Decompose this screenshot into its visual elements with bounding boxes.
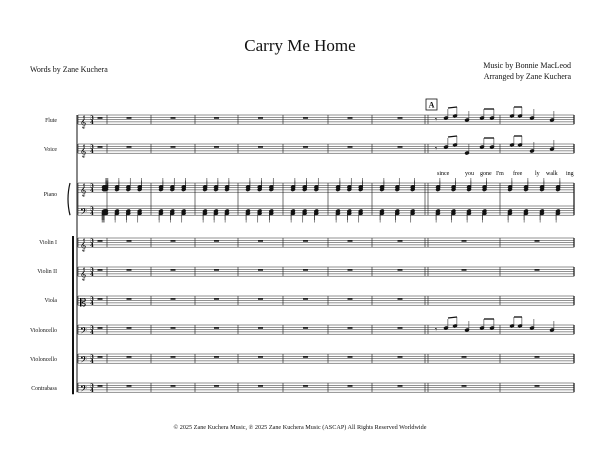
time-signature: 4 xyxy=(90,272,94,279)
whole-rest-icon xyxy=(171,269,176,270)
composer-credit: Music by Bonnie MacLeod xyxy=(483,61,571,70)
whole-rest-icon xyxy=(214,327,219,328)
whole-rest-icon xyxy=(398,356,403,357)
whole-rest-icon xyxy=(348,240,353,241)
copyright-footer: © 2025 Zane Kuchera Music, ℗ 2025 Zane Kuchera Music (ASCAP) All Rights Reserved Worldwide xyxy=(173,424,427,431)
lyrics-line xyxy=(437,170,574,177)
whole-rest-icon xyxy=(214,385,219,386)
time-signature: 3 xyxy=(90,325,94,332)
clef-icon: 𝄞 xyxy=(80,238,87,252)
staff-lines xyxy=(78,115,574,397)
whole-rest-icon xyxy=(462,269,467,270)
instrument-label-violoncello-1: Violoncello xyxy=(29,328,57,334)
whole-rest-icon xyxy=(398,240,403,241)
clef-icon: 𝄞 xyxy=(80,144,87,158)
time-signature: 3 xyxy=(90,115,94,122)
whole-rest-icon xyxy=(535,269,540,270)
lyric-syllable: ly xyxy=(535,171,540,177)
time-signature: 3 xyxy=(90,296,94,303)
time-signature: 3 xyxy=(90,206,94,213)
instrument-label-violoncello-2: Violoncello xyxy=(29,357,57,363)
rehearsal-mark-label: A xyxy=(428,100,435,110)
clef-icon: 𝄡 xyxy=(80,296,87,310)
whole-rest-icon xyxy=(348,356,353,357)
whole-rest-icon xyxy=(98,269,103,270)
whole-rest-icon xyxy=(348,117,353,118)
instrument-label-piano: Piano xyxy=(43,192,57,198)
whole-rest-icon xyxy=(398,146,403,147)
time-signature: 3 xyxy=(90,383,94,390)
whole-rest-icon xyxy=(398,117,403,118)
measure-rests xyxy=(98,117,540,386)
whole-rest-icon xyxy=(214,298,219,299)
note-beam xyxy=(448,317,457,318)
whole-rest-icon xyxy=(303,356,308,357)
whole-rest-icon xyxy=(303,298,308,299)
notes xyxy=(102,107,561,334)
instrument-label-violin-2: Violin II xyxy=(37,269,57,275)
clef-icon: 𝄞 xyxy=(80,115,87,129)
time-signature: 3 xyxy=(90,267,94,274)
lyric-syllable: free xyxy=(513,171,523,177)
lyric-syllable: walk xyxy=(546,171,558,177)
whole-rest-icon xyxy=(348,327,353,328)
whole-rest-icon xyxy=(462,240,467,241)
whole-rest-icon xyxy=(214,356,219,357)
time-signature: 4 xyxy=(90,120,94,127)
rest-icon: 𝄾 xyxy=(435,325,438,334)
whole-rest-icon xyxy=(214,240,219,241)
whole-rest-icon xyxy=(258,327,263,328)
whole-rest-icon xyxy=(303,117,308,118)
whole-rest-icon xyxy=(171,327,176,328)
whole-rest-icon xyxy=(171,117,176,118)
whole-rest-icon xyxy=(398,327,403,328)
time-signature: 4 xyxy=(90,188,94,195)
whole-rest-icon xyxy=(171,385,176,386)
whole-rest-icon xyxy=(535,356,540,357)
whole-rest-icon xyxy=(462,385,467,386)
whole-rest-icon xyxy=(348,146,353,147)
time-signature: 4 xyxy=(90,301,94,308)
barlines xyxy=(68,115,574,394)
whole-rest-icon xyxy=(171,240,176,241)
lyric-syllable: I'm xyxy=(496,171,504,177)
time-signature: 4 xyxy=(90,388,94,395)
whole-rest-icon xyxy=(398,385,403,386)
time-signature: 4 xyxy=(90,149,94,156)
whole-rest-icon xyxy=(214,269,219,270)
whole-rest-icon xyxy=(127,356,132,357)
clef-icon: 𝄞 xyxy=(80,267,87,281)
lyric-syllable: you xyxy=(465,171,474,177)
rest-icon: 𝄾 xyxy=(435,115,438,124)
whole-rest-icon xyxy=(348,269,353,270)
arranger-credit: Arranged by Zane Kuchera xyxy=(483,72,571,81)
whole-rest-icon xyxy=(258,117,263,118)
whole-rest-icon xyxy=(348,298,353,299)
whole-rest-icon xyxy=(127,269,132,270)
whole-rest-icon xyxy=(258,356,263,357)
piano-brace xyxy=(68,183,70,215)
clef-icon: 𝄢 xyxy=(80,354,88,368)
lyricist-credit: Words by Zane Kuchera xyxy=(30,65,108,74)
lyric-syllable: gone xyxy=(480,171,492,177)
score-title: Carry Me Home xyxy=(244,36,356,55)
whole-rest-icon xyxy=(258,385,263,386)
whole-rest-icon xyxy=(303,146,308,147)
whole-rest-icon xyxy=(98,356,103,357)
note-beam xyxy=(448,107,457,108)
time-signature: 4 xyxy=(90,211,94,218)
lyric-syllable: ing xyxy=(566,171,574,177)
whole-rest-icon xyxy=(258,298,263,299)
rehearsal-mark-a xyxy=(426,99,437,110)
whole-rest-icon xyxy=(303,385,308,386)
whole-rest-icon xyxy=(303,327,308,328)
time-signature: 4 xyxy=(90,330,94,337)
time-signature: 3 xyxy=(90,354,94,361)
whole-rest-icon xyxy=(127,146,132,147)
whole-rest-icon xyxy=(98,298,103,299)
whole-rest-icon xyxy=(462,356,467,357)
whole-rest-icon xyxy=(258,146,263,147)
whole-rest-icon xyxy=(303,269,308,270)
whole-rest-icon xyxy=(171,356,176,357)
time-signature: 4 xyxy=(90,359,94,366)
note-beam xyxy=(448,136,457,137)
whole-rest-icon xyxy=(258,269,263,270)
lyric-syllable: since xyxy=(437,171,450,177)
time-signature: 3 xyxy=(90,183,94,190)
instrument-label-voice: Voice xyxy=(43,147,57,153)
instrument-label-viola: Viola xyxy=(44,298,57,304)
whole-rest-icon xyxy=(348,385,353,386)
whole-rest-icon xyxy=(398,298,403,299)
whole-rest-icon xyxy=(98,146,103,147)
whole-rest-icon xyxy=(127,298,132,299)
whole-rest-icon xyxy=(171,298,176,299)
whole-rest-icon xyxy=(98,327,103,328)
time-signature: 3 xyxy=(90,238,94,245)
whole-rest-icon xyxy=(258,240,263,241)
instrument-label-flute: Flute xyxy=(45,118,57,124)
clef-icon: 𝄢 xyxy=(80,325,88,339)
whole-rest-icon xyxy=(214,146,219,147)
whole-rest-icon xyxy=(98,385,103,386)
instrument-label-violin-1: Violin I xyxy=(39,240,57,246)
rest-icon: 𝄾 xyxy=(435,144,438,153)
whole-rest-icon xyxy=(127,240,132,241)
whole-rest-icon xyxy=(214,117,219,118)
whole-rest-icon xyxy=(535,385,540,386)
whole-rest-icon xyxy=(127,327,132,328)
clef-icon: 𝄢 xyxy=(80,383,88,397)
clef-icon: 𝄢 xyxy=(80,206,88,220)
instrument-label-contrabass: Contrabass xyxy=(31,386,57,392)
whole-rest-icon xyxy=(398,269,403,270)
whole-rest-icon xyxy=(98,117,103,118)
clef-icon: 𝄞 xyxy=(80,183,87,197)
whole-rest-icon xyxy=(127,385,132,386)
time-signature: 4 xyxy=(90,243,94,250)
whole-rest-icon xyxy=(535,240,540,241)
whole-rest-icon xyxy=(127,117,132,118)
whole-rest-icon xyxy=(303,240,308,241)
whole-rest-icon xyxy=(171,146,176,147)
time-signature: 3 xyxy=(90,144,94,151)
whole-rest-icon xyxy=(98,240,103,241)
